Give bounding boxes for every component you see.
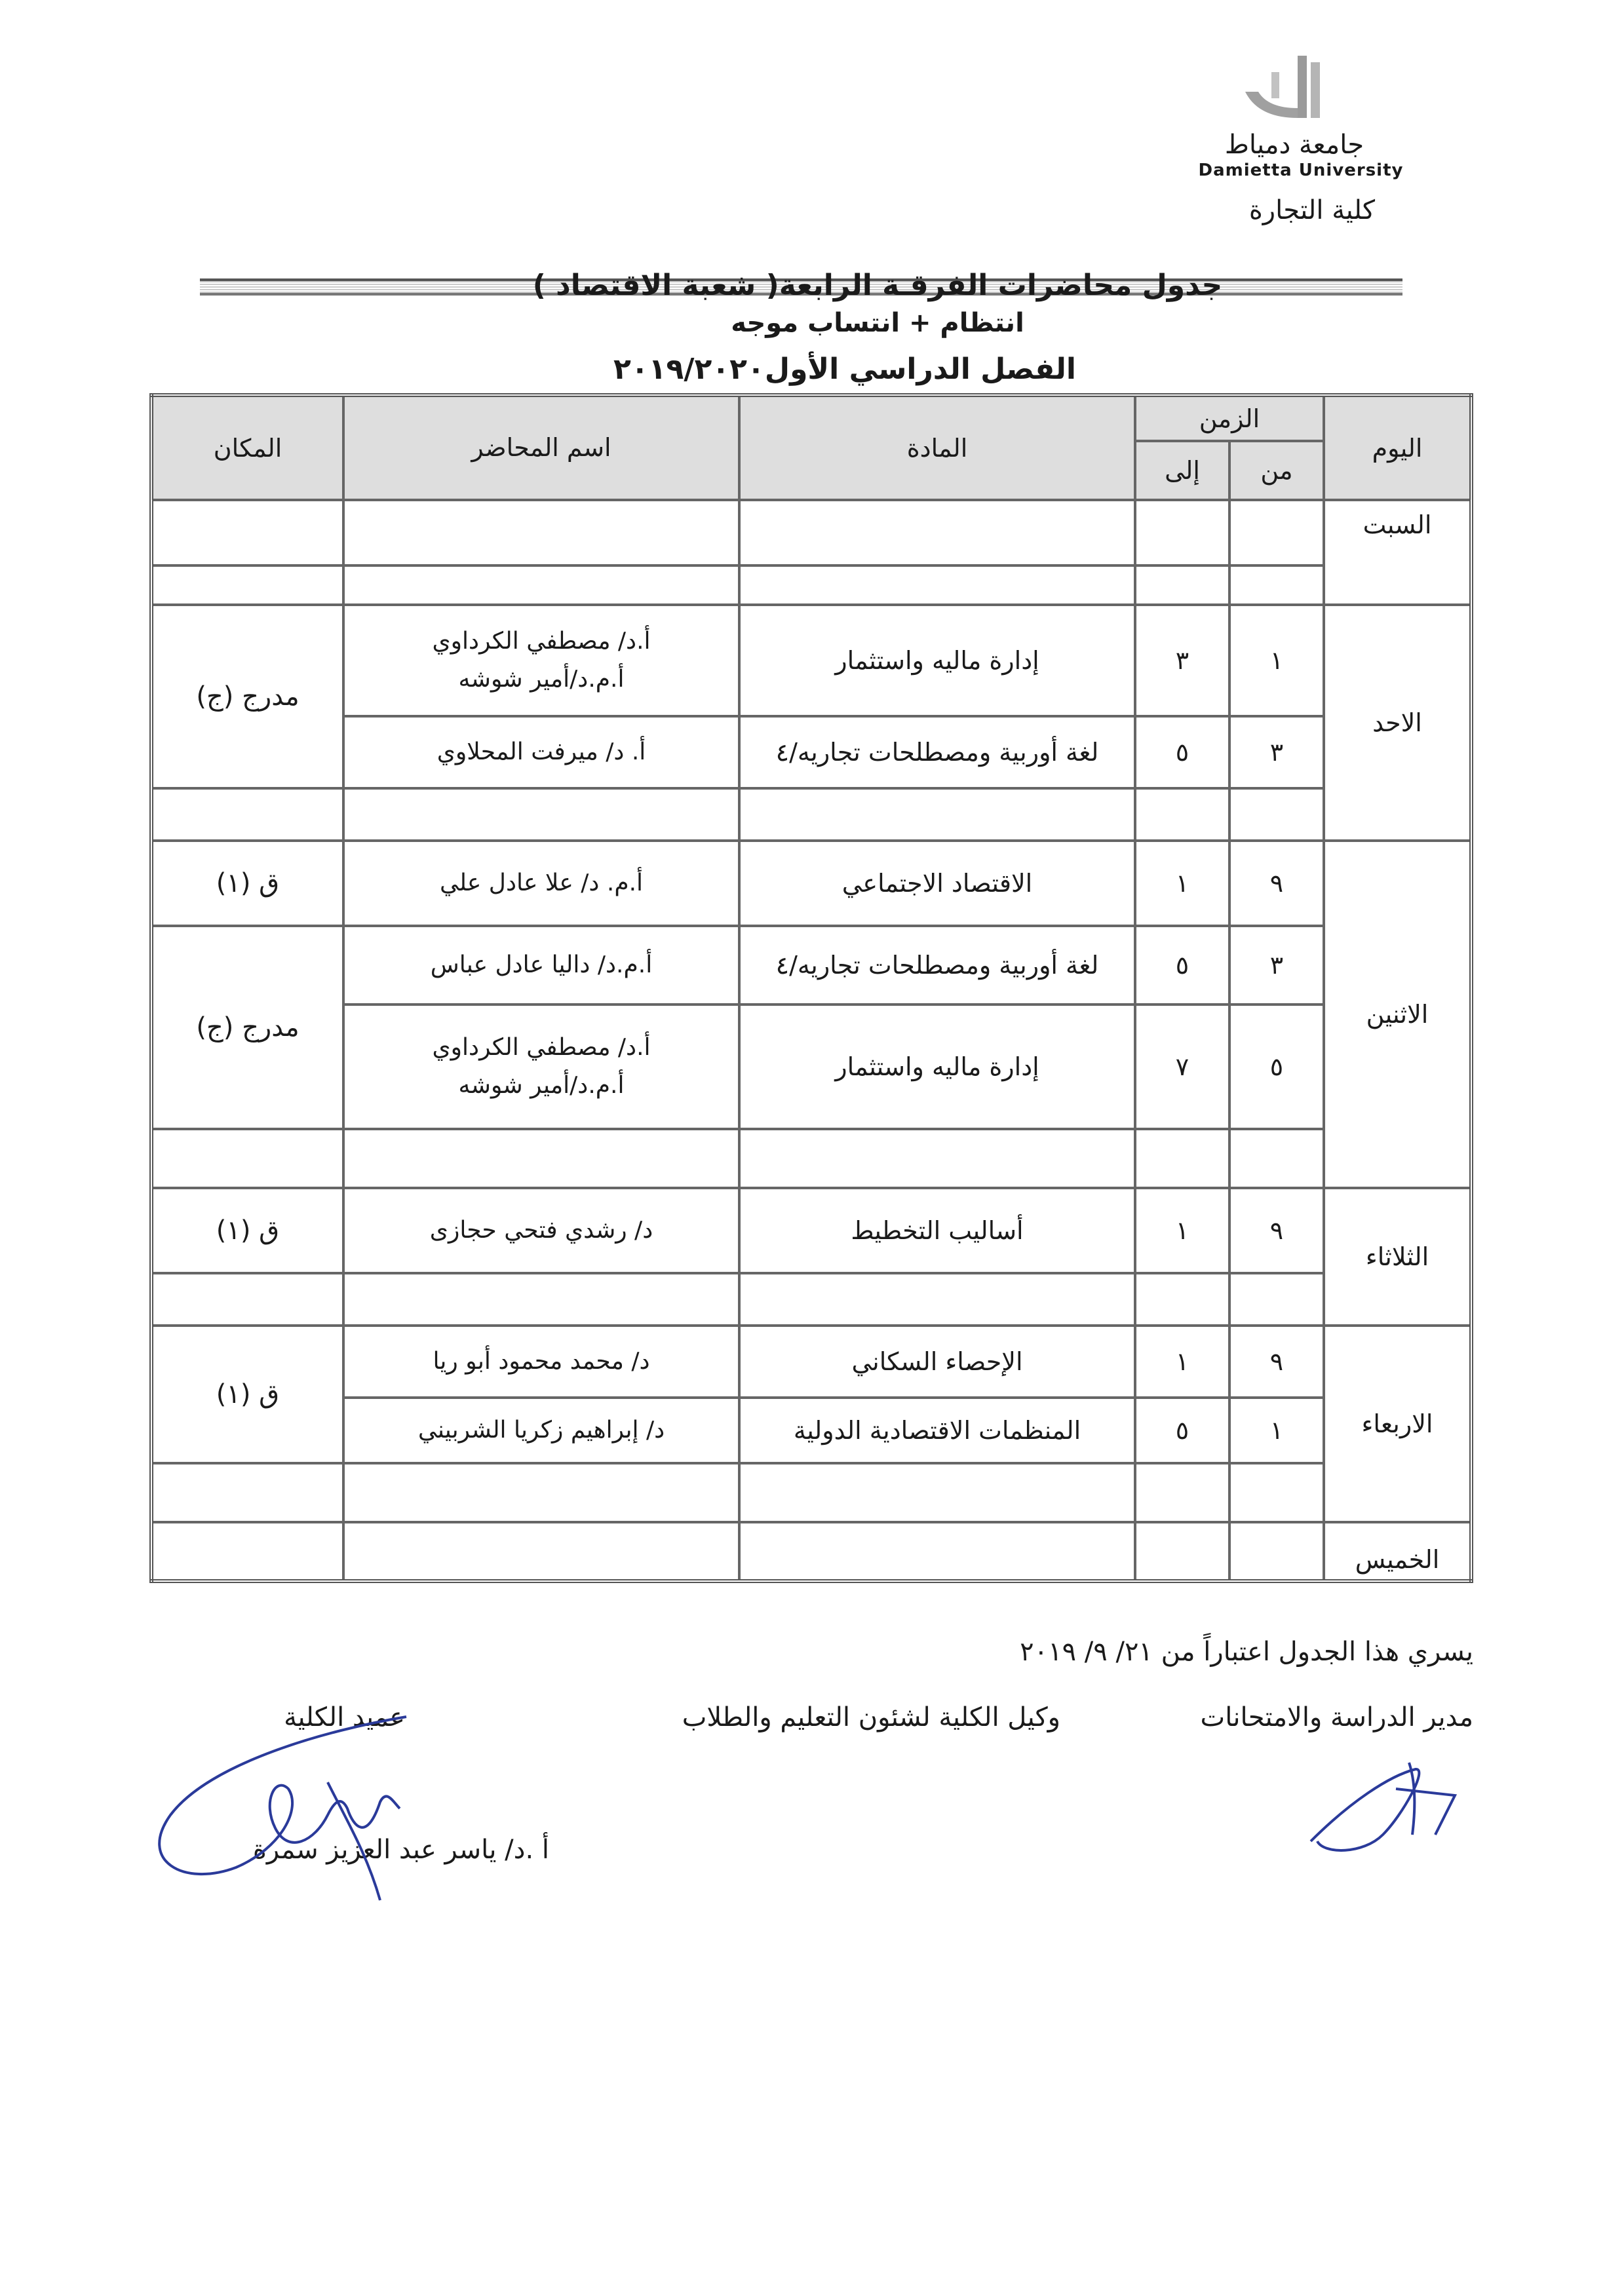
- header-subject: المادة: [739, 395, 1135, 500]
- lecturer-cell: [343, 1004, 739, 1129]
- dean-name: أ .د/ ياسر عبد العزيز سمرة: [252, 1835, 549, 1865]
- lecturer-cell: د/ إبراهيم زكريا الشربيني: [343, 1398, 739, 1463]
- effective-date-note: يسري هذا الجدول اعتباراً من ٢١/ ٩/ ٢٠١٩: [1020, 1637, 1473, 1667]
- subject-cell: المنظمات الاقتصادية الدولية: [739, 1398, 1135, 1463]
- table-row: [151, 1004, 1471, 1129]
- table-row: [151, 1129, 1471, 1188]
- university-logo: [1193, 52, 1409, 197]
- place-cell: ق (١): [151, 1326, 343, 1463]
- dean-signature-icon: [131, 1704, 472, 1920]
- table-row: [151, 716, 1471, 788]
- signature-title-studies: مدير الدراسة والامتحانات: [1200, 1702, 1473, 1732]
- place-cell: ق (١): [151, 841, 343, 926]
- place-cell: مدرج (ج): [151, 605, 343, 788]
- studies-manager-signature-icon: [1285, 1736, 1494, 1867]
- lecturer-name: أ.م.د/أمير شوشه: [458, 1072, 625, 1099]
- place-cell: مدرج (ج): [151, 926, 343, 1129]
- to-cell: ٥: [1135, 926, 1229, 1004]
- subject-cell: أساليب التخطيط: [739, 1188, 1135, 1273]
- table-row: [151, 841, 1471, 926]
- from-cell: ٥: [1229, 1004, 1324, 1129]
- lecturer-cell: أ.م.د/ داليا عادل عباس: [343, 926, 739, 1004]
- to-cell: ٣: [1135, 605, 1229, 716]
- to-cell: ١: [1135, 1188, 1229, 1273]
- table-row: [151, 1273, 1471, 1326]
- day-sunday: الاحد: [1324, 605, 1471, 841]
- university-name-arabic: جامعة دمياط: [1224, 130, 1364, 160]
- semester-title: الفصل الدراسي الأول٢٠١٩/٢٠٢٠: [613, 353, 1077, 386]
- table-row: [151, 500, 1471, 565]
- lecturer-cell: د/ رشدي فتحي حجازى: [343, 1188, 739, 1273]
- header-place: المكان: [151, 395, 343, 500]
- page-subtitle: انتظام + انتساب موجه: [731, 308, 1024, 338]
- lecturer-name: أ.م.د/أمير شوشه: [458, 666, 625, 693]
- table-row: [151, 1326, 1471, 1398]
- table-row: [151, 605, 1471, 716]
- schedule-table: [149, 393, 1473, 1583]
- table-row: [151, 1463, 1471, 1522]
- lecturer-cell: أ.م. د/ علا عادل علي: [343, 841, 739, 926]
- subject-cell: الإحصاء السكاني: [739, 1326, 1135, 1398]
- lecturer-name: أ.د/ مصطفي الكرداوي: [432, 1034, 651, 1062]
- to-cell: ٥: [1135, 1398, 1229, 1463]
- header-time: الزمن: [1135, 395, 1324, 441]
- to-cell: [1135, 500, 1229, 565]
- to-cell: ٧: [1135, 1004, 1229, 1129]
- to-cell: ١: [1135, 1326, 1229, 1398]
- lecturer-cell: أ. د/ ميرفت المحلاوي: [343, 716, 739, 788]
- table-row: [151, 1522, 1471, 1581]
- subject-cell: إدارة ماليه واستثمار: [739, 605, 1135, 716]
- header-to: إلى: [1135, 441, 1229, 500]
- lecturer-cell: [343, 605, 739, 716]
- table-row: [151, 1188, 1471, 1273]
- from-cell: ٩: [1229, 1326, 1324, 1398]
- subject-cell: [739, 500, 1135, 565]
- place-cell: [151, 500, 343, 565]
- header-row: [151, 395, 1471, 441]
- day-thursday: الخميس: [1324, 1522, 1471, 1581]
- to-cell: ٥: [1135, 716, 1229, 788]
- table-row: [151, 565, 1471, 605]
- header-day: اليوم: [1324, 395, 1471, 500]
- lecturer-cell: د/ محمد محمود أبو ريا: [343, 1326, 739, 1398]
- from-cell: ١: [1229, 605, 1324, 716]
- header-lecturer: اسم المحاضر: [343, 395, 739, 500]
- university-emblem-icon: [1232, 52, 1363, 131]
- day-wednesday: الاربعاء: [1324, 1326, 1471, 1522]
- day-monday: الاثنين: [1324, 841, 1471, 1188]
- table-row: [151, 788, 1471, 841]
- place-cell: ق (١): [151, 1188, 343, 1273]
- from-cell: ٩: [1229, 841, 1324, 926]
- subject-cell: لغة أوربية ومصطلحات تجاريه/٤: [739, 926, 1135, 1004]
- lecturer-cell: [343, 500, 739, 565]
- university-name-english: Damietta University: [1198, 161, 1404, 180]
- signature-title-vice-dean: وكيل الكلية لشئون التعليم والطلاب: [682, 1702, 1060, 1732]
- lecturer-name: أ.د/ مصطفي الكرداوي: [432, 628, 651, 655]
- to-cell: ١: [1135, 841, 1229, 926]
- from-cell: ٣: [1229, 716, 1324, 788]
- from-cell: [1229, 500, 1324, 565]
- day-tuesday: الثلاثاء: [1324, 1188, 1471, 1326]
- faculty-name: كلية التجارة: [1248, 195, 1375, 225]
- subject-cell: إدارة ماليه واستثمار: [739, 1004, 1135, 1129]
- from-cell: ١: [1229, 1398, 1324, 1463]
- subject-cell: الاقتصاد الاجتماعي: [739, 841, 1135, 926]
- subject-cell: لغة أوربية ومصطلحات تجاريه/٤: [739, 716, 1135, 788]
- from-cell: ٣: [1229, 926, 1324, 1004]
- header-from: من: [1229, 441, 1324, 500]
- from-cell: ٩: [1229, 1188, 1324, 1273]
- day-saturday: السبت: [1324, 500, 1471, 605]
- signature-title-dean: عميد الكلية: [284, 1702, 405, 1732]
- table-row: [151, 1398, 1471, 1463]
- page-title: جدول محاضرات الفرقـة الرابعة( شعبة الاقتصاد ): [532, 269, 1223, 302]
- table-row: [151, 926, 1471, 1004]
